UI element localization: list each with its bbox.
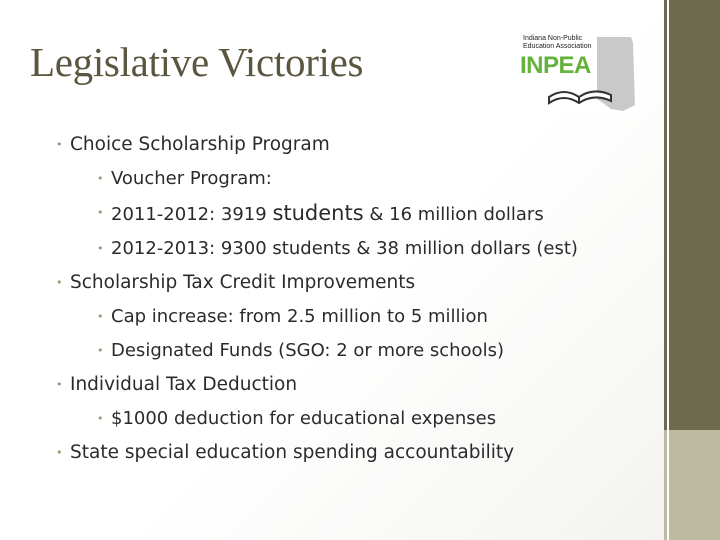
bullet-icon: • <box>97 310 104 323</box>
logo-name: INPEA <box>520 52 591 79</box>
bullet-icon: • <box>97 206 104 219</box>
list-item: • State special education spending accountability <box>54 436 634 470</box>
sidebar-divider <box>667 0 669 540</box>
sidebar-light-bar <box>664 430 720 540</box>
slide-title: Legislative Victories <box>30 39 364 85</box>
list-item: • Voucher Program: <box>70 162 634 196</box>
list-item: • Cap increase: from 2.5 million to 5 million <box>70 300 634 334</box>
sub-list <box>70 162 634 266</box>
sidebar-dark-bar <box>664 0 720 430</box>
sub-list <box>70 300 634 368</box>
bullet-icon: • <box>97 242 104 255</box>
bullet-list <box>54 128 634 470</box>
logo-line2: Education Association <box>523 43 592 50</box>
sub-list <box>70 402 634 436</box>
logo-line1: Indiana Non-Public <box>523 35 583 42</box>
bullet-icon: • <box>97 412 104 425</box>
bullet-icon: • <box>97 172 104 185</box>
inpea-logo <box>519 33 639 113</box>
list-item: • Designated Funds (SGO: 2 or more schools) <box>70 334 634 368</box>
list-item: • Individual Tax Deduction • $1000 deduction for educational expenses <box>54 368 634 436</box>
bullet-icon: • <box>56 378 63 391</box>
list-item: • Choice Scholarship Program • Voucher Program: • 2011-2012: 3919 students & 16 million dollars • 2012-2013: 9300 students & 38 million dollars (est) <box>54 128 634 266</box>
list-item: • Scholarship Tax Credit Improvements • Cap increase: from 2.5 million to 5 million • Designated Funds (SGO: 2 or more schools) <box>54 266 634 368</box>
bullet-icon: • <box>56 446 63 459</box>
bullet-icon: • <box>56 276 63 289</box>
list-item: • $1000 deduction for educational expenses <box>70 402 634 436</box>
list-item: • 2012-2013: 9300 students & 38 million dollars (est) <box>97 238 578 259</box>
list-item: • 2011-2012: 3919 students & 16 million dollars <box>70 196 634 232</box>
bullet-icon: • <box>56 138 63 151</box>
bullet-icon: • <box>97 344 104 357</box>
